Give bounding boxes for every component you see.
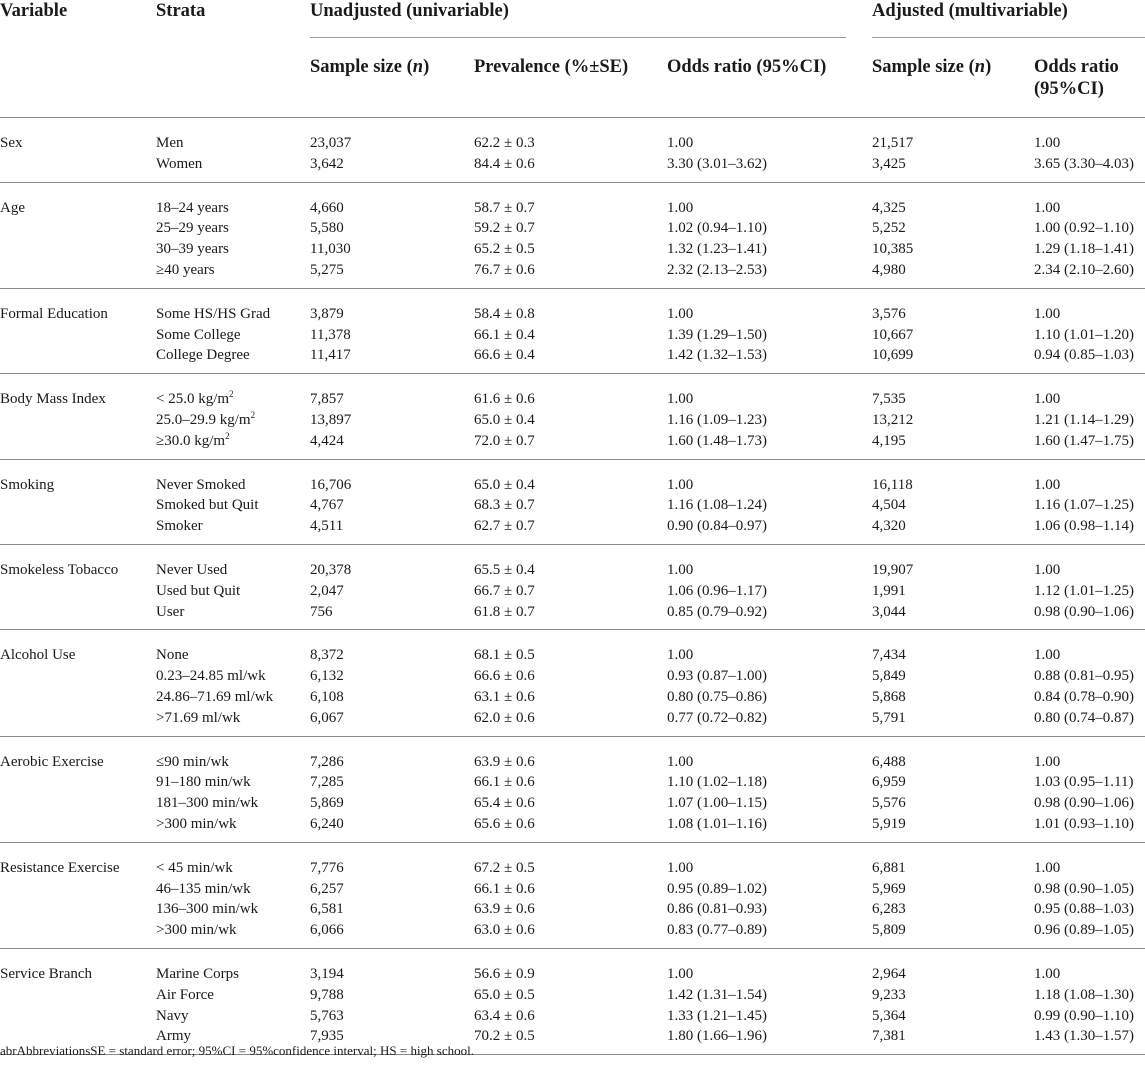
adj-odds-ratio-cell: 1.29 (1.18–1.41) [1034,241,1134,258]
strata-cell [156,218,229,238]
header-unadjusted: Unadjusted (univariable) [310,1,509,21]
adj-sample-size-cell: 5,969 [872,880,906,897]
odds-ratio-cell: 1.00 [667,753,694,770]
odds-ratio-cell: 1.10 (1.02–1.18) [667,774,767,791]
sample-size-cell: 3,879 [310,305,344,322]
adj-sample-size-cell: 10,385 [872,241,914,258]
prevalence-cell: 63.0 ± 0.6 [474,922,535,939]
superscript: 2 [229,389,234,400]
sample-size-cell: 9,788 [310,986,344,1003]
prevalence-cell: 72.0 ± 0.7 [474,432,535,449]
adj-odds-ratio-cell: 1.00 [1034,753,1061,770]
variable-label: Formal Education [0,305,108,322]
strata-text: 181–300 min/wk [156,795,259,812]
adj-sample-size-cell: 5,576 [872,795,906,812]
prevalence-cell: 68.3 ± 0.7 [474,497,535,514]
strata-text: 24.86–71.69 ml/wk [156,689,274,705]
adj-sample-size-cell: 5,791 [872,709,906,726]
strata-cell [156,431,230,451]
sample-size-cell: 6,067 [310,709,344,726]
adj-sample-size-cell: 21,517 [872,135,914,151]
adj-sample-size-cell: 10,667 [872,326,914,343]
adj-odds-ratio-cell: 1.21 (1.14–1.29) [1034,412,1134,428]
adj-sample-size-cell: 3,044 [872,603,906,620]
strata-text: >71.69 ml/wk [156,709,241,726]
adj-odds-ratio-cell: 1.43 (1.30–1.57) [1034,1028,1134,1045]
strata-cell [156,964,239,984]
group-divider-rule [0,459,1145,460]
sample-size-cell: 8,372 [310,647,344,664]
odds-ratio-cell: 1.00 [667,476,694,493]
strata-cell [156,879,251,899]
strata-cell [156,495,259,515]
strata-text: Used but Quit [156,582,241,599]
adj-odds-ratio-cell: 1.00 [1034,391,1061,408]
strata-text: Navy [156,1007,189,1024]
strata-text: Marine Corps [156,966,239,982]
header-prevalence: Prevalence (%±SE) [474,57,629,77]
odds-ratio-cell: 0.83 (0.77–0.89) [667,922,767,939]
odds-ratio-cell: 1.60 (1.48–1.73) [667,432,767,449]
header-variable: Variable [0,1,68,21]
prevalence-cell: 70.2 ± 0.5 [474,1028,535,1045]
strata-cell [156,858,233,878]
odds-ratio-cell: 1.00 [667,305,694,322]
strata-text: Some HS/HS Grad [156,305,271,322]
adj-sample-size-cell: 10,699 [872,347,914,364]
odds-ratio-cell: 1.00 [667,199,694,216]
strata-cell [156,1006,189,1026]
strata-text: Men [156,135,184,151]
group-divider-rule [0,182,1145,183]
adj-sample-size-cell: 5,868 [872,689,906,705]
odds-ratio-cell: 1.06 (0.96–1.17) [667,582,767,599]
sample-size-cell: 3,194 [310,966,344,982]
odds-ratio-cell: 1.42 (1.31–1.54) [667,986,767,1003]
strata-cell [156,325,241,345]
adj-sample-size-cell: 4,325 [872,199,906,216]
sample-size-cell: 6,581 [310,901,344,918]
prevalence-cell: 63.9 ± 0.6 [474,753,535,770]
odds-ratio-cell: 1.00 [667,859,694,876]
prevalence-cell: 68.1 ± 0.5 [474,647,535,664]
strata-cell [156,239,229,259]
prevalence-cell: 65.6 ± 0.6 [474,816,535,832]
sample-size-cell: 23,037 [310,135,352,151]
adj-odds-ratio-cell: 1.10 (1.01–1.20) [1034,326,1134,343]
strata-cell [156,410,255,430]
strata-cell [156,475,246,495]
sample-size-cell: 13,897 [310,412,352,428]
odds-ratio-cell: 1.33 (1.21–1.45) [667,1007,767,1024]
adj-odds-ratio-cell: 1.16 (1.07–1.25) [1034,497,1134,514]
sample-size-cell: 6,257 [310,880,344,897]
adj-sample-size-cell: 4,320 [872,518,906,535]
strata-text: Never Smoked [156,476,246,493]
adj-odds-ratio-cell: 0.94 (0.85–1.03) [1034,347,1134,364]
sample-size-cell: 6,132 [310,668,344,685]
sample-size-cell: 3,642 [310,155,344,172]
odds-ratio-cell: 1.02 (0.94–1.10) [667,220,767,237]
adj-odds-ratio-cell: 1.00 [1034,966,1061,982]
prevalence-cell: 63.1 ± 0.6 [474,689,535,705]
adj-sample-size-cell: 6,881 [872,859,906,876]
prevalence-cell: 65.2 ± 0.5 [474,241,535,258]
header-adj-odds-ratio: Odds ratio (95%CI) [1034,57,1119,99]
strata-text: 46–135 min/wk [156,880,251,897]
prevalence-cell: 65.0 ± 0.4 [474,476,535,493]
odds-ratio-cell: 0.85 (0.79–0.92) [667,603,767,620]
header-bottom-rule [0,117,1145,118]
adj-odds-ratio-cell: 3.65 (3.30–4.03) [1034,155,1134,172]
prevalence-cell: 63.9 ± 0.6 [474,901,535,918]
adj-odds-ratio-cell: 0.99 (0.90–1.10) [1034,1007,1134,1024]
group-divider-rule [0,629,1145,630]
group-divider-rule [0,373,1145,374]
sample-size-cell: 7,286 [310,753,344,770]
adjusted-span-rule [872,37,1145,38]
prevalence-cell: 66.7 ± 0.7 [474,582,535,599]
strata-text: >300 min/wk [156,922,237,939]
sample-size-cell: 7,857 [310,391,344,408]
prevalence-cell: 59.2 ± 0.7 [474,220,535,237]
strata-text: 0.23–24.85 ml/wk [156,668,266,685]
adj-odds-ratio-cell: 0.95 (0.88–1.03) [1034,901,1134,918]
variable-label: Alcohol Use [0,647,76,664]
sample-size-cell: 16,706 [310,476,352,493]
adj-sample-size-cell: 4,504 [872,497,906,514]
strata-cell [156,920,237,940]
sample-size-cell: 4,511 [310,518,344,535]
adj-sample-size-cell: 13,212 [872,412,914,428]
strata-cell [156,752,229,772]
adj-odds-ratio-cell: 1.12 (1.01–1.25) [1034,582,1134,599]
superscript: 2 [250,410,256,420]
adj-sample-size-cell: 1,991 [872,582,906,599]
strata-text: 91–180 min/wk [156,774,251,791]
strata-text: 136–300 min/wk [156,901,259,918]
prevalence-cell: 62.0 ± 0.6 [474,709,535,726]
adj-odds-ratio-cell: 0.96 (0.89–1.05) [1034,922,1134,939]
adj-odds-ratio-cell: 1.00 [1034,135,1061,151]
adj-odds-ratio-cell: 1.00 [1034,199,1061,216]
adj-sample-size-cell: 5,364 [872,1007,906,1024]
header-odds-ratio: Odds ratio (95%CI) [667,57,827,77]
odds-ratio-cell: 0.77 (0.72–0.82) [667,709,767,726]
sample-size-cell: 4,767 [310,497,344,514]
strata-text: College Degree [156,347,250,364]
prevalence-cell: 66.6 ± 0.6 [474,668,535,685]
adj-odds-ratio-cell: 1.00 [1034,562,1061,578]
odds-ratio-cell: 1.39 (1.29–1.50) [667,326,767,343]
prevalence-cell: 58.4 ± 0.8 [474,305,535,322]
strata-cell [156,154,202,174]
odds-ratio-cell: 1.08 (1.01–1.16) [667,816,767,832]
strata-cell [156,516,203,536]
prevalence-cell: 66.1 ± 0.4 [474,326,535,343]
strata-cell [156,645,189,665]
adj-odds-ratio-cell: 0.98 (0.90–1.06) [1034,795,1134,812]
adj-sample-size-cell: 3,576 [872,305,906,322]
sample-size-cell: 5,580 [310,220,344,237]
variable-label: Sex [0,135,23,151]
group-divider-rule [0,288,1145,289]
adj-sample-size-cell: 9,233 [872,986,906,1003]
strata-text: Army [156,1028,191,1045]
odds-ratio-cell: 1.00 [667,966,694,982]
adj-odds-ratio-cell: 1.18 (1.08–1.30) [1034,986,1134,1003]
adj-odds-ratio-cell: 0.98 (0.90–1.06) [1034,603,1134,620]
sample-size-cell: 6,240 [310,816,344,832]
sample-size-cell: 5,275 [310,262,344,278]
prevalence-cell: 61.8 ± 0.7 [474,603,535,620]
prevalence-cell: 56.6 ± 0.9 [474,966,535,982]
sample-size-cell: 6,066 [310,922,344,939]
adj-odds-ratio-cell: 1.60 (1.47–1.75) [1034,432,1134,449]
strata-cell [156,133,184,153]
adj-odds-ratio-cell: 1.00 [1034,859,1061,876]
variable-label: Resistance Exercise [0,859,120,876]
adj-sample-size-cell: 6,283 [872,901,906,918]
sample-size-cell: 7,285 [310,774,344,791]
strata-text: Air Force [156,986,214,1003]
strata-text: 25–29 years [156,220,229,237]
sample-size-cell: 5,869 [310,795,344,812]
odds-ratio-cell: 1.16 (1.08–1.24) [667,497,767,514]
header-adj-sample-size: Sample size (n) [872,57,992,77]
strata-cell [156,666,266,686]
prevalence-cell: 62.7 ± 0.7 [474,518,535,535]
sample-size-cell: 20,378 [310,562,352,578]
prevalence-cell: 76.7 ± 0.6 [474,262,535,278]
header-strata: Strata [156,1,206,21]
prevalence-cell: 63.4 ± 0.6 [474,1007,535,1024]
adj-sample-size-cell: 5,809 [872,922,906,939]
sample-size-cell: 7,935 [310,1028,344,1045]
prevalence-cell: 66.1 ± 0.6 [474,880,535,897]
strata-text: Smoked but Quit [156,497,259,514]
unadjusted-span-rule [310,37,846,38]
adj-odds-ratio-cell: 0.84 (0.78–0.90) [1034,689,1134,705]
odds-ratio-cell: 0.86 (0.81–0.93) [667,901,767,918]
variable-label: Service Branch [0,966,93,982]
adj-sample-size-cell: 5,919 [872,816,906,832]
strata-text: Smoker [156,518,203,535]
variable-label: Body Mass Index [0,391,106,408]
prevalence-cell: 66.1 ± 0.6 [474,774,535,791]
prevalence-cell: 67.2 ± 0.5 [474,859,535,876]
group-divider-rule [0,948,1145,949]
odds-ratio-cell: 1.00 [667,391,694,408]
adj-odds-ratio-cell: 0.88 (0.81–0.95) [1034,668,1134,685]
odds-ratio-cell: 2.32 (2.13–2.53) [667,262,767,278]
adj-sample-size-cell: 5,849 [872,668,906,685]
sample-size-cell: 4,660 [310,199,344,216]
sample-size-cell: 11,030 [310,241,351,258]
header-adjusted: Adjusted (multivariable) [872,1,1068,21]
strata-cell [156,581,240,601]
odds-ratio-cell: 1.16 (1.09–1.23) [667,412,767,428]
variable-label: Smokeless Tobacco [0,562,119,578]
strata-text: ≥40 years [156,262,215,278]
variable-label: Smoking [0,476,55,493]
adj-sample-size-cell: 6,488 [872,753,906,770]
strata-text: None [156,647,189,664]
odds-ratio-cell: 1.42 (1.32–1.53) [667,347,767,364]
adj-odds-ratio-cell: 1.01 (0.93–1.10) [1034,816,1134,832]
strata-text: 30–39 years [156,241,229,258]
sample-size-cell: 7,776 [310,859,344,876]
prevalence-cell: 58.7 ± 0.7 [474,199,535,216]
adj-sample-size-cell: 2,964 [872,966,906,982]
variable-label: Age [0,199,25,216]
adj-sample-size-cell: 5,252 [872,220,906,237]
odds-ratio-cell: 0.93 (0.87–1.00) [667,668,767,685]
strata-text: 25.0–29.9 kg/m [156,412,251,428]
sample-size-cell: 11,378 [310,326,351,343]
sample-size-cell: 6,108 [310,689,344,705]
group-divider-rule [0,544,1145,545]
adj-sample-size-cell: 19,907 [872,562,914,578]
sample-size-cell: 756 [310,603,333,620]
sample-size-cell: 5,763 [310,1007,344,1024]
strata-cell [156,793,258,813]
odds-ratio-cell: 3.30 (3.01–3.62) [667,155,767,172]
strata-cell [156,389,234,409]
adj-sample-size-cell: 3,425 [872,155,906,172]
odds-ratio-cell: 1.00 [667,135,694,151]
header-sample-size: Sample size (n) [310,57,430,77]
adj-odds-ratio-cell: 1.00 (0.92–1.10) [1034,220,1134,237]
strata-text: ≥30.0 kg/m [156,432,226,449]
strata-cell [156,260,215,280]
strata-cell [156,560,227,580]
strata-text: ≤90 min/wk [156,753,229,770]
strata-text: Some College [156,326,241,343]
adj-odds-ratio-cell: 0.80 (0.74–0.87) [1034,709,1134,726]
adj-sample-size-cell: 16,118 [872,476,913,493]
adj-odds-ratio-cell: 1.03 (0.95–1.11) [1034,774,1134,791]
strata-text: 18–24 years [156,199,229,216]
group-divider-rule [0,736,1145,737]
strata-text: >300 min/wk [156,816,237,832]
adj-odds-ratio-cell: 0.98 (0.90–1.05) [1034,880,1134,897]
group-divider-rule [0,842,1145,843]
strata-cell [156,899,258,919]
strata-cell [156,772,251,792]
strata-text: Women [156,155,203,172]
adj-sample-size-cell: 7,535 [872,391,906,408]
superscript: 2 [225,430,230,441]
strata-cell [156,304,270,324]
odds-ratio-cell: 1.32 (1.23–1.41) [667,241,767,258]
strata-cell [156,687,273,707]
strata-text: Never Used [156,562,228,578]
strata-cell [156,708,240,728]
sample-size-cell: 11,417 [310,347,351,364]
prevalence-cell: 65.4 ± 0.6 [474,795,535,812]
strata-cell [156,345,250,365]
prevalence-cell: 65.0 ± 0.5 [474,986,535,1003]
variable-label: Aerobic Exercise [0,753,104,770]
prevalence-cell: 66.6 ± 0.4 [474,347,535,364]
prevalence-cell: 61.6 ± 0.6 [474,391,535,408]
sample-size-cell: 2,047 [310,582,344,599]
odds-ratio-cell: 1.00 [667,562,694,578]
adj-sample-size-cell: 4,980 [872,262,906,278]
adj-sample-size-cell: 7,434 [872,647,906,664]
strata-cell [156,198,229,218]
strata-text: User [156,603,185,620]
adj-odds-ratio-cell: 1.00 [1034,305,1061,322]
adj-odds-ratio-cell: 1.06 (0.98–1.14) [1034,518,1134,535]
odds-ratio-cell: 0.90 (0.84–0.97) [667,518,767,535]
sample-size-cell: 4,424 [310,432,344,449]
adj-sample-size-cell: 4,195 [872,432,906,449]
strata-text: < 25.0 kg/m [156,391,230,408]
odds-ratio-cell: 1.80 (1.66–1.96) [667,1028,767,1045]
strata-text: < 45 min/wk [156,859,233,876]
strata-cell [156,602,184,622]
adj-sample-size-cell: 6,959 [872,774,906,791]
adj-odds-ratio-cell: 1.00 [1034,476,1061,493]
adj-odds-ratio-cell: 1.00 [1034,647,1061,664]
prevalence-cell: 62.2 ± 0.3 [474,135,535,151]
odds-ratio-cell: 1.00 [667,647,694,664]
odds-ratio-cell: 0.95 (0.89–1.02) [667,880,767,897]
prevalence-cell: 65.5 ± 0.4 [474,562,535,578]
odds-ratio-cell: 0.80 (0.75–0.86) [667,689,767,705]
prevalence-cell: 84.4 ± 0.6 [474,155,535,172]
strata-cell [156,985,214,1005]
odds-ratio-cell: 1.07 (1.00–1.15) [667,795,767,812]
adj-odds-ratio-cell: 2.34 (2.10–2.60) [1034,262,1134,278]
prevalence-cell: 65.0 ± 0.4 [474,412,535,428]
adj-sample-size-cell: 7,381 [872,1028,906,1045]
strata-cell [156,814,237,834]
footnote: abrAbbreviationsSE = standard error; 95%CI = 95%confidence interval; HS = high school. [0,1043,474,1058]
